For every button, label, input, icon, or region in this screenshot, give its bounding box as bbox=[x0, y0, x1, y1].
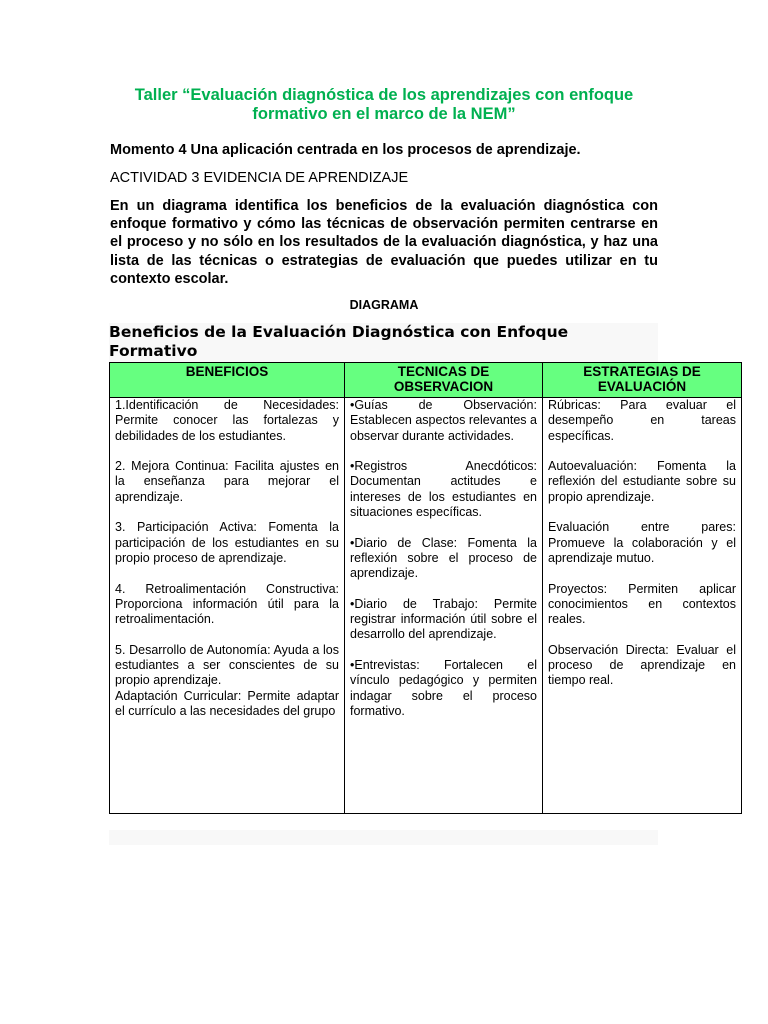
beneficio-item: Adaptación Curricular: Permite adaptar el currículo a las necesidades del grupo bbox=[115, 688, 339, 718]
table-header-row bbox=[110, 363, 742, 398]
actividad-heading: ACTIVIDAD 3 EVIDENCIA DE APRENDIZAJE bbox=[110, 170, 409, 186]
beneficio-item: 2. Mejora Continua: Facilita ajustes en la enseñanza para mejorar el aprendizaje. bbox=[115, 459, 339, 504]
beneficio-item: 4. Retroalimentación Constructiva: Proporciona información útil para la retroalimentación. bbox=[115, 581, 339, 627]
tecnica-item: •Registros Anecdóticos: Documentan actitudes e intereses de los estudiantes en situaciones específicas. bbox=[350, 459, 537, 520]
tecnicas-cell bbox=[345, 398, 543, 814]
estrategia-item: Rúbricas: Para evaluar el desempeño en tareas específicas. bbox=[548, 398, 736, 443]
page-title: Taller “Evaluación diagnóstica de los aprendizajes con enfoque formativo en el marco de la NEM” bbox=[134, 86, 634, 123]
beneficio-item: 3. Participación Activa: Fomenta la participación de los estudiantes en su propio proceso de aprendizaje. bbox=[115, 520, 339, 565]
diagram-title: Beneficios de la Evaluación Diagnóstica con Enfoque Formativo bbox=[109, 323, 569, 360]
beneficio-item: 1.Identificación de Necesidades: Permite conocer las fortalezas y debilidades de los estudiantes. bbox=[115, 398, 339, 443]
estrategia-item: Evaluación entre pares: Promueve la colaboración y el aprendizaje mutuo. bbox=[548, 520, 736, 565]
header-estrategias: ESTRATEGIAS DE EVALUACIÓN bbox=[543, 363, 742, 398]
tecnica-item: •Diario de Trabajo: Permite registrar información útil sobre el desarrollo del aprendizaje. bbox=[350, 596, 537, 642]
estrategias-cell bbox=[543, 398, 742, 814]
beneficio-item: 5. Desarrollo de Autonomía: Ayuda a los estudiantes a ser conscientes de su propio aprendizaje. bbox=[115, 642, 339, 688]
estrategia-item: Autoevaluación: Fomenta la reflexión del estudiante sobre su propio aprendizaje. bbox=[548, 459, 736, 504]
diagram-bottom-band bbox=[109, 830, 658, 845]
table-row bbox=[110, 398, 742, 814]
diagram-table bbox=[109, 362, 742, 814]
beneficios-cell bbox=[110, 398, 345, 814]
tecnica-item: •Diario de Clase: Fomenta la reflexión sobre el proceso de aprendizaje. bbox=[350, 535, 537, 581]
tecnica-item: •Guías de Observación: Establecen aspectos relevantes a observar durante actividades. bbox=[350, 398, 537, 443]
tecnica-item: •Entrevistas: Fortalecen el vínculo pedagógico y permiten indagar sobre el proceso formativo. bbox=[350, 658, 537, 718]
momento-heading: Momento 4 Una aplicación centrada en los procesos de aprendizaje. bbox=[110, 142, 581, 158]
diagram-label: DIAGRAMA bbox=[349, 298, 419, 312]
estrategia-item: Proyectos: Permiten aplicar conocimientos en contextos reales. bbox=[548, 581, 736, 627]
header-tecnicas: TECNICAS DE OBSERVACION bbox=[345, 363, 543, 398]
estrategia-item: Observación Directa: Evaluar el proceso de aprendizaje en tiempo real. bbox=[548, 642, 736, 688]
header-beneficios: BENEFICIOS bbox=[110, 363, 345, 398]
activity-instructions: En un diagrama identifica los beneficios de la evaluación diagnóstica con enfoque formativo y cómo las técnicas de observación permiten centrarse en el proceso y no sólo en los resultados de la evaluación diagnóstica, y haz una lista de las técnicas o estrategias de evaluación que puedes utilizar en tu contexto escolar. bbox=[110, 198, 658, 287]
